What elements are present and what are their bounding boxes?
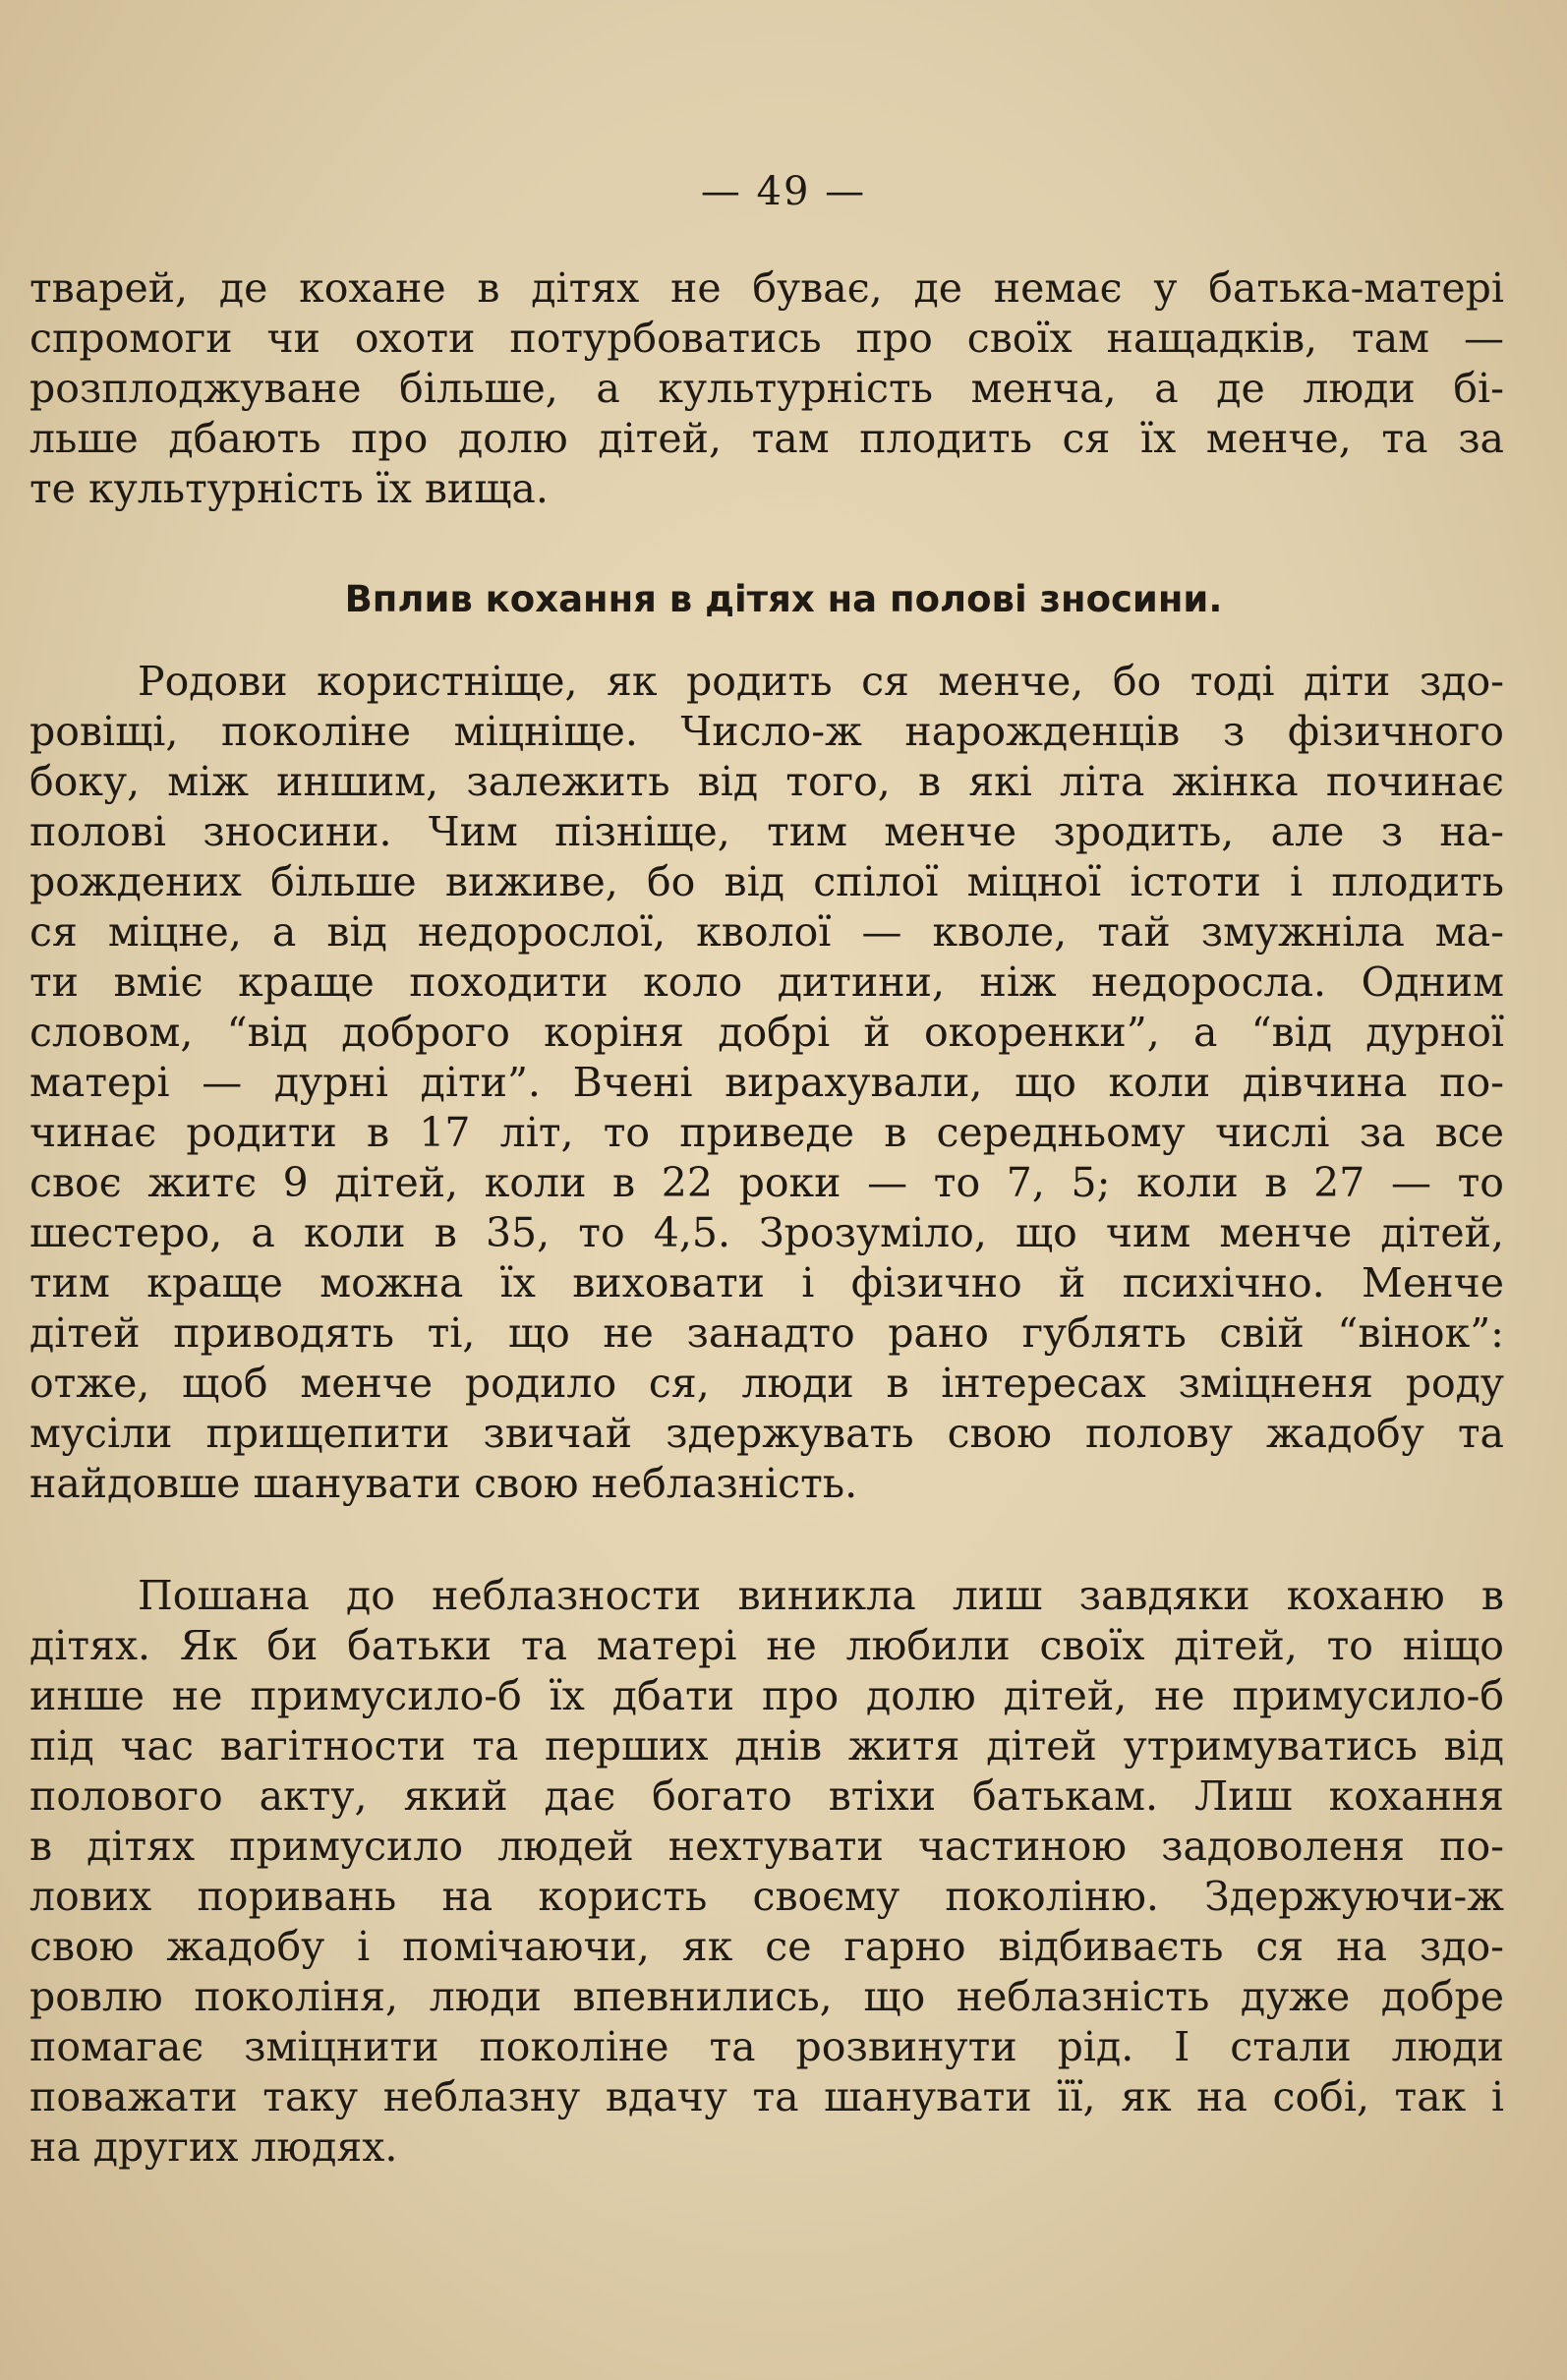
- text-line: на других людях.: [29, 2123, 398, 2171]
- paragraph-1: [29, 657, 1504, 1509]
- text-line: матері — дурні діти”. Вчені вирахували, що коли дівчина по-: [29, 1059, 1504, 1106]
- text-line: ровлю поколіня, люди впевнились, що неблазність дуже добре: [29, 1973, 1504, 2020]
- text-line: Пошана до неблазности виникла лиш завдяки коханю в: [138, 1572, 1504, 1619]
- text-line: ти вміє краще походити коло дитини, ніж недоросла. Одним: [29, 958, 1504, 1006]
- text-line: те культурність їх вища.: [29, 465, 549, 512]
- paragraph-continued: [29, 263, 1504, 514]
- text-line: мусіли прищепити звичай здержувать свою полову жадобу та: [29, 1410, 1504, 1457]
- text-line: инше не примусило-б їх дбати про долю дітей, не примусило-б: [29, 1672, 1504, 1719]
- text-line: під час вагітности та перших днів житя дітей утримуватись від: [29, 1722, 1504, 1770]
- text-line: помагає зміцнити поколіне та розвинути рід. І стали люди: [29, 2023, 1504, 2070]
- text-line: поважати таку неблазну вдачу та шанувати її, як на собі, так і: [29, 2073, 1504, 2120]
- text-line: полові зносини. Чим пізніще, тим менче зродить, але з на-: [29, 808, 1504, 855]
- text-line: чинає родити в 17 літ, то приведе в середньому числі за все: [29, 1109, 1504, 1156]
- text-line: свою жадобу і помічаючи, як се гарно відбиваєть ся на здо-: [29, 1923, 1504, 1970]
- text-line: Родови користніще, як родить ся менче, бо тоді діти здо-: [138, 658, 1504, 705]
- text-line: дітях. Як би батьки та матері не любили своїх дітей, то ніщо: [29, 1622, 1504, 1669]
- text-line: полового акту, який дає богато втіхи батькам. Лиш кохання: [29, 1772, 1504, 1820]
- text-line: дітей приводять ті, що не занадто рано гублять свій “вінок”:: [29, 1309, 1504, 1357]
- text-line: розплоджуване більше, а культурність менча, а де люди бі-: [29, 365, 1504, 412]
- text-line: льше дбають про долю дітей, там плодить ся їх менче, та за: [29, 415, 1504, 462]
- text-line: своє житє 9 дітей, коли в 22 роки — то 7, 5; коли в 27 — то: [29, 1159, 1504, 1206]
- text-line: ровіщі, поколіне міцніще. Число-ж нарожденців з фізичного: [29, 708, 1504, 755]
- paragraph-2: [29, 1571, 1504, 2173]
- text-line: найдовше шанувати свою неблазність.: [29, 1460, 858, 1507]
- page-number: — 49 —: [700, 169, 867, 214]
- text-line: спромоги чи охоти потурбоватись про своїх нащадків, там —: [29, 315, 1504, 362]
- text-line: боку, між иншим, залежить від того, в які літа жінка починає: [29, 758, 1504, 805]
- section-heading: Вплив кохання в дітях на полові зносини.: [344, 578, 1223, 620]
- text-line: словом, “від доброго коріня добрі й окоренки”, а “від дурної: [29, 1009, 1504, 1056]
- text-line: тим краще можна їх виховати і фізично й психічно. Менче: [29, 1259, 1504, 1306]
- text-line: в дітях примусило людей нехтувати частиною задоволеня по-: [29, 1823, 1504, 1870]
- text-line: отже, щоб менче родило ся, люди в інтересах зміцненя роду: [29, 1360, 1504, 1407]
- text-line: тварей, де кохане в дітях не буває, де немає у батька-матері: [29, 264, 1504, 312]
- text-line: рождених більше виживе, бо від спілої міцної істоти і плодить: [29, 858, 1504, 905]
- text-line: лових поривань на користь своєму поколіню. Здержуючи-ж: [29, 1873, 1504, 1920]
- text-line: ся міцне, а від недорослої, кволої — кволе, тай змужніла ма-: [29, 908, 1504, 956]
- text-line: шестеро, а коли в 35, то 4,5. Зрозуміло, що чим менче дітей,: [29, 1209, 1504, 1256]
